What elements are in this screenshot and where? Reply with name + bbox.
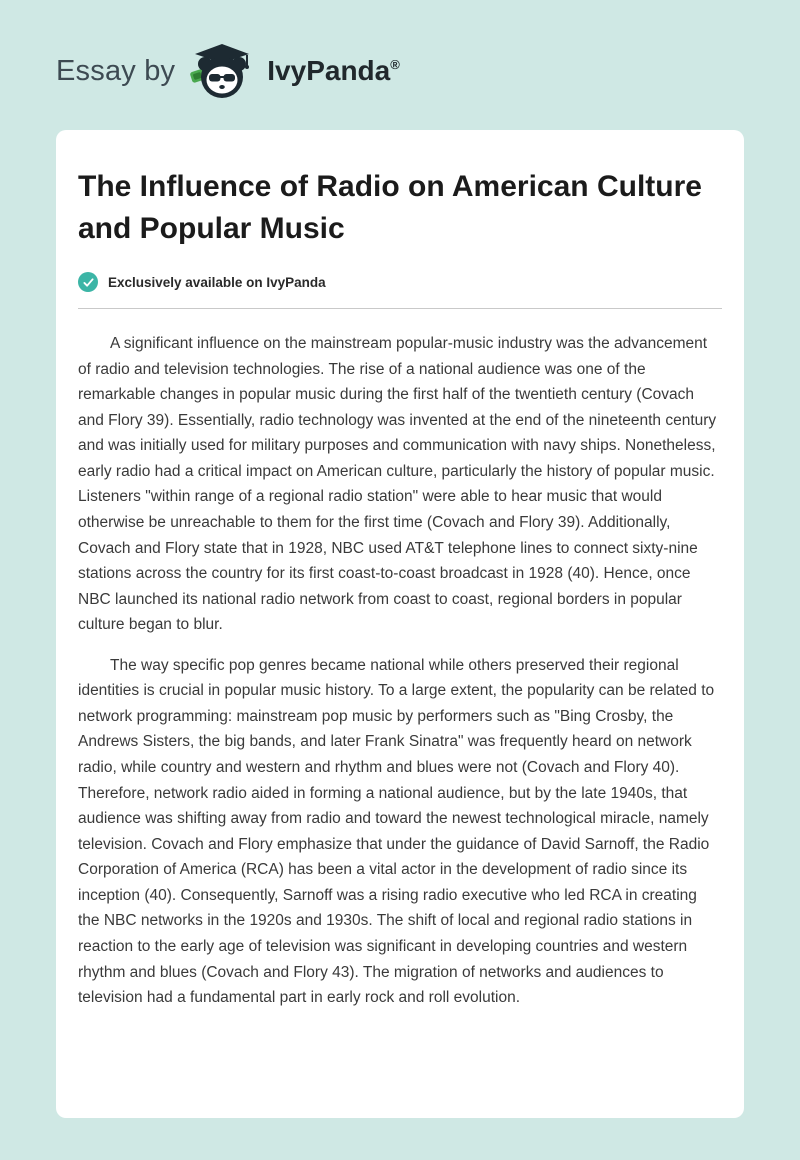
essay-title: The Influence of Radio on American Culture and Popular Music [78, 170, 702, 245]
essay-by-label: Essay by [56, 54, 176, 87]
essay-paragraph: The way specific pop genres became national while others preserved their regional identities is crucial in popular music history. To a large extent, the popularity can be related to network programming: mainstream pop music by performers such as "Bing Crosby, the Andrews Sisters, the big bands, and later Frank Sinatra" was frequently heard on network radio, while country and western and rhythm and blues were not (Covach and Flory 40). Therefore, network radio aided in forming a national audience, but by the late 1940s, that audience was shifting away from radio and toward the newest technological miracle, namely television. Covach and Flory emphasize that under the guidance of David Sarnoff, the Radio Corporation of America (RCA) has been a vital actor in the development of radio since its inception (40). Consequently, Sarnoff was a rising radio executive who led RCA in creating the NBC networks in the 1920s and 1930s. The shift of local and regional radio stations in reaction to the early age of television was significant in developing countries and western rhythm and blues (Covach and Flory 43). The migration of networks and audiences to television had a fundamental part in early rock and roll evolution. [78, 656, 715, 1007]
essay-paragraph: A significant influence on the mainstream popular-music industry was the advancement of radio and television technologies. The rise of a national audience was one of the remarkable changes in popular music during the first half of the twentieth century (Covach and Flory 39). Essentially, radio technology was invented at the end of the nineteenth century and was initially used for military purposes and communication with navy ships. Nonetheless, early radio had a critical impact on American culture, particularly the history of popular music. Listeners "within range of a regional radio station" were able to hear music that would otherwise be unreachable to them for the first time (Covach and Flory 39). Additionally, Covach and Flory state that in 1928, NBC used AT&T telephone lines to connect sixty-nine stations across the country for its first coast-to-coast broadcast in 1928 (40). Hence, once NBC launched its national radio network from coast to coast, regional borders in popular culture began to blur. [78, 335, 717, 634]
brand-text: IvyPanda [267, 55, 391, 86]
divider [78, 308, 722, 309]
registered-trademark-symbol: ® [390, 57, 400, 72]
page-header [0, 0, 800, 100]
essay-card [56, 130, 744, 1118]
checkmark-icon [78, 272, 98, 292]
brand-name [267, 55, 400, 87]
ivypanda-panda-logo-icon [189, 42, 253, 100]
availability-badge-label: Exclusively available on IvyPanda [108, 274, 326, 290]
essay-body [78, 331, 722, 1011]
availability-badge [78, 272, 722, 292]
